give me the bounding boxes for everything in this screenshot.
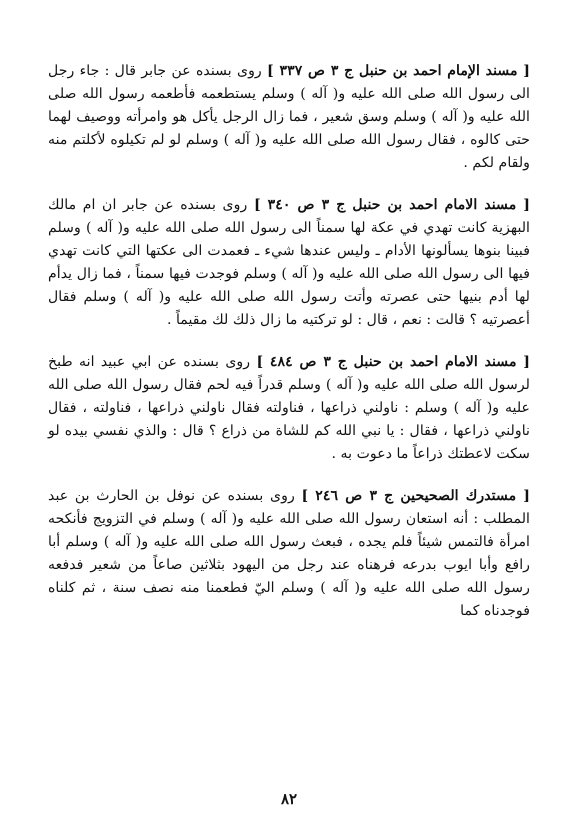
hadith-paragraph-2 — [48, 194, 530, 332]
hadith-paragraph-1 — [48, 60, 530, 175]
hadith-paragraph-3 — [48, 351, 530, 466]
page-text — [48, 60, 530, 642]
paragraph-body: روى بسنده عن جابر ان ام مالك البهزية كانت تهدي في عكة لها سمناً الى رسول الله صلى الله عليه و( آله ) وسلم فبينا بنوها يسألونها الأدام ـ وليس عندها شيء ـ فعمدت الى عكتها التي كانت تهدي فيها الى رسول الله صلى الله عليه و( آله ) وسلم فوجدت فيها سمناً ، فما زال يدأم لها أدم بنيها حتى عصرته وأتت رسول الله صلى الله عليه و( آله ) وسلم فقال أعصرتيه ؟ قالت : نعم ، قال : لو تركتيه ما زال ذلك لك مقيماً . — [48, 197, 530, 328]
paragraph-body: روى بسنده عن نوفل بن الحارث بن عبد المطلب : أنه استعان رسول الله صلى الله عليه و( آله ) وسلم في التزويج فأنكحه امرأة فالتمس شيئاً فلم يجده ، فبعث رسول الله صلى الله عليه و( آله ) وسلم أبا رافع وأبا ايوب بدرعه فرهناه عند رجل من اليهود بثلاثين صاعاً من شعير فدفعه رسول الله صلى الله عليه و( آله ) وسلم اليّ فطعمنا منه نصف سنة ، ثم كلناه فوجدناه كما — [48, 488, 530, 619]
paragraph-body: روى بسنده عن ابي عبيد انه طبخ لرسول الله صلى الله عليه و( آله ) وسلم قدراً فيه لحم فقال رسول الله صلى الله عليه و( آله ) وسلم : ناولني ذراعها ، فناولته فقال ناولني ذراعها ، فناولته ، فقال ناولني ذراعها ، فقال : يا نبي الله كم للشاة من ذراع ؟ قال : والذي نفسي بيده لو سكت لاعطتك ذراعاً ما دعوت به . — [48, 354, 530, 462]
source-citation: [ مسند الإمام احمد بن حنبل ج ٣ ص ٣٣٧ ] — [267, 63, 531, 79]
paragraph-body: روى بسنده عن جابر قال : جاء رجل الى رسول الله صلى الله عليه و( آله ) وسلم يستطعمه فأطعمه رسول الله صلى الله عليه و( آله ) وسلم وسق شعير ، فما زال الرجل يأكل هو وامرأته ووصيف لهما حتى كالوه ، فقال رسول الله صلى الله عليه و( آله ) وسلم لو لم تكيلوه لأكلتم منه ولقام لكم . — [48, 63, 530, 171]
source-citation: [ مستدرك الصحيحين ج ٣ ص ٢٤٦ ] — [301, 488, 531, 504]
page-number: ٨٢ — [280, 790, 298, 808]
source-citation: [ مسند الامام احمد بن حنبل ج ٣ ص ٤٨٤ ] — [256, 354, 531, 370]
source-citation: [ مسند الامام احمد بن حنبل ج ٣ ص ٣٤٠ ] — [253, 197, 531, 213]
hadith-paragraph-4 — [48, 485, 530, 623]
